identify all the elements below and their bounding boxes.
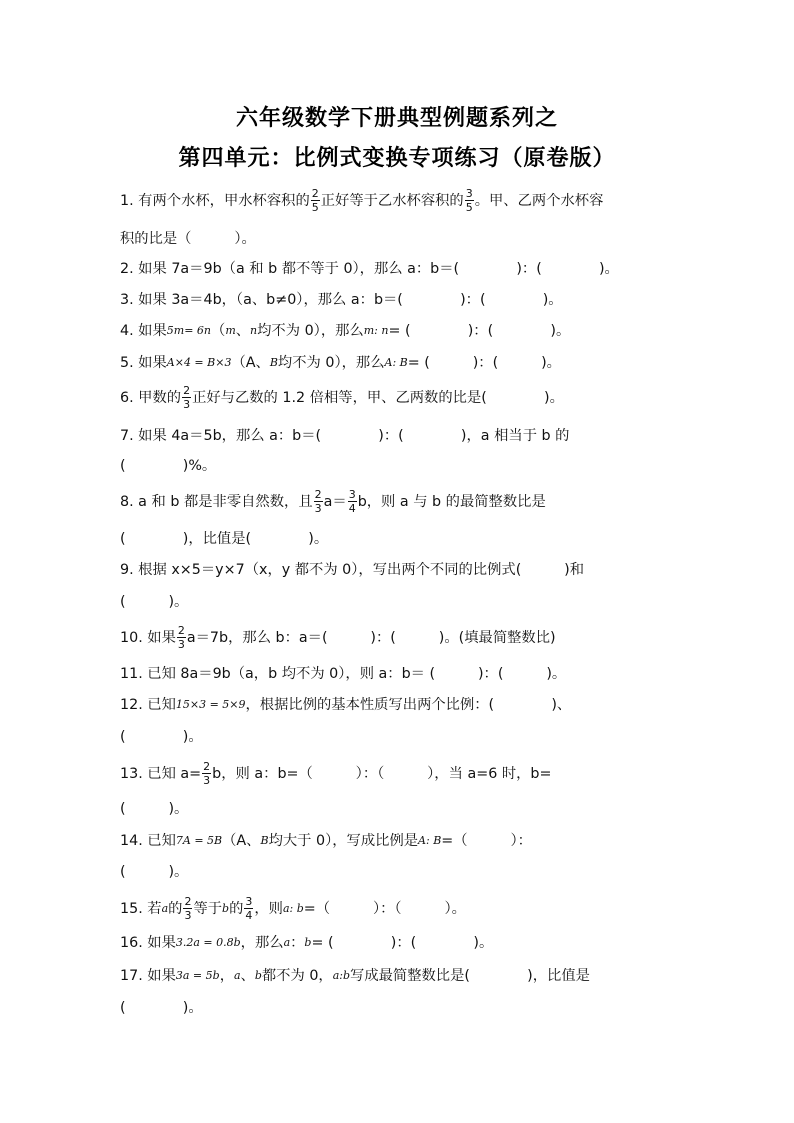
question-14: [120, 829, 532, 853]
q8-text-b: a＝: [323, 494, 347, 510]
question-15: [120, 894, 466, 922]
fraction-denominator: 3: [177, 637, 185, 651]
q4-math-n: n: [250, 324, 258, 337]
question-10: [120, 623, 556, 651]
q14-math-ratio: A: B: [418, 834, 442, 847]
q5-text-d: = ( )：( )。: [407, 355, 561, 371]
q15-text-g: =（ ）：（ ）。: [303, 901, 466, 917]
fraction-numerator: 3: [245, 894, 253, 908]
q1-text-c: 。甲、乙两个水杯容: [474, 193, 604, 209]
q14-text-b: （A、: [222, 833, 261, 849]
q15-math-a: a: [161, 902, 169, 915]
q13-text-b: b，则 a：b=（ ）：（ ），当 a=6 时，b=: [212, 766, 552, 782]
q16-math-b: b: [304, 936, 312, 949]
fraction-denominator: 5: [465, 200, 473, 214]
fraction-numerator: 2: [177, 623, 185, 637]
question-13-continued: ( )。: [120, 801, 189, 817]
q8-text-a: 8. a 和 b 都是非零自然数，且: [120, 494, 313, 510]
q8-fraction-2: [348, 489, 357, 514]
q5-math-equation: A×4 = B×3: [166, 356, 232, 369]
q17-text-d: 都不为 0，: [261, 968, 333, 984]
question-7-continued: ( )%。: [120, 458, 217, 474]
q16-text-b: ，那么: [240, 935, 284, 951]
q1-fraction-1: [311, 188, 320, 213]
q14-text-a: 14. 已知: [120, 833, 176, 849]
q1-fraction-2: [465, 188, 474, 213]
q12-math-equation: 15×3 = 5×9: [175, 698, 246, 711]
q16-text-d: = ( )：( )。: [311, 935, 494, 951]
q4-text-e: = ( )：( )。: [388, 323, 571, 339]
fraction-numerator: 2: [184, 894, 192, 908]
q15-fraction-1: [183, 896, 192, 921]
question-16: [120, 931, 493, 955]
q15-fraction-2: [244, 896, 253, 921]
q16-text-a: 16. 如果: [120, 935, 176, 951]
q10-text-a: 10. 如果: [120, 630, 176, 646]
question-8-continued: ( )，比值是( )。: [120, 531, 329, 547]
q15-text-a: 15. 若: [120, 901, 162, 917]
q17-text-c: 、: [240, 968, 255, 984]
q15-text-e: ，则: [254, 901, 283, 917]
q15-text-d: 的: [229, 901, 244, 917]
q14-math-b: B: [260, 834, 269, 847]
q13-fraction-1: [202, 761, 211, 786]
question-2: 2. 如果 7a＝9b（a 和 b 都不等于 0），那么 a：b＝( )：( )。: [120, 261, 619, 277]
q4-text-b: （: [211, 323, 226, 339]
q5-math-ratio: A: B: [384, 356, 408, 369]
q4-text-c: 、: [235, 323, 251, 339]
q8-fraction-1: [314, 489, 323, 514]
q17-math-b: b: [254, 969, 262, 982]
fraction-denominator: 3: [314, 501, 322, 515]
question-3: 3. 如果 3a＝4b，（a、b≠0），那么 a：b＝( )：( )。: [120, 292, 563, 308]
fraction-numerator: 3: [465, 186, 473, 200]
fraction-numerator: 2: [203, 759, 211, 773]
q5-math-b: B: [269, 356, 278, 369]
question-1: [120, 186, 604, 214]
fraction-numerator: 2: [311, 186, 319, 200]
q17-text-a: 17. 如果: [120, 968, 176, 984]
q5-text-c: 均不为 0），那么: [277, 355, 385, 371]
question-12: [120, 693, 571, 717]
q15-text-c: 等于: [193, 901, 223, 917]
q17-text-b: ，: [219, 968, 234, 984]
q5-text-a: 5. 如果: [120, 355, 167, 371]
q16-text-c: ：: [290, 935, 305, 951]
question-4: [120, 319, 570, 343]
question-9-continued: ( )。: [120, 594, 189, 610]
q17-text-e: 写成最简整数比是( )，比值是: [350, 968, 590, 984]
question-11: 11. 已知 8a＝9b（a，b 均不为 0），则 a：b＝ ( )：( )。: [120, 666, 567, 682]
q4-text-d: 均不为 0），那么: [257, 323, 364, 339]
q12-text-a: 12. 已知: [120, 697, 176, 713]
question-5: [120, 351, 561, 375]
fraction-numerator: 2: [314, 487, 322, 501]
q17-math-equation: 3a = 5b: [175, 969, 220, 982]
q4-math-ratio: m: n: [363, 324, 389, 337]
q13-text-a: 13. 已知 a=: [120, 766, 202, 782]
question-1-continued: 积的比是（ ）。: [120, 231, 256, 247]
q17-math-a: a: [233, 969, 241, 982]
q15-text-b: 的: [168, 901, 183, 917]
fraction-denominator: 3: [184, 908, 192, 922]
q12-text-b: ，根据比例的基本性质写出两个比例：( )、: [245, 697, 572, 713]
q15-math-b: b: [222, 902, 230, 915]
q15-math-ratio: a: b: [282, 902, 304, 915]
q6-text-b: 正好与乙数的 1.2 倍相等，甲、乙两数的比是( )。: [192, 390, 564, 406]
question-14-continued: ( )。: [120, 864, 189, 880]
fraction-denominator: 5: [311, 200, 319, 214]
question-17-continued: ( )。: [120, 1000, 203, 1016]
q1-text-a: 1. 有两个水杯，甲水杯容积的: [120, 193, 310, 209]
q4-text-a: 4. 如果: [120, 323, 167, 339]
question-17: [120, 964, 590, 988]
question-13: [120, 759, 552, 787]
q6-fraction-1: [182, 385, 191, 410]
q14-text-d: =（ ）：: [441, 833, 532, 849]
q1-text-b: 正好等于乙水杯容积的: [320, 193, 464, 209]
fraction-denominator: 4: [245, 908, 253, 922]
question-7: 7. 如果 4a＝5b，那么 a：b＝( )：( )，a 相当于 b 的: [120, 428, 570, 444]
q5-text-b: （A、: [231, 355, 270, 371]
q14-text-c: 均大于 0），写成比例是: [268, 833, 419, 849]
question-12-continued: ( )。: [120, 729, 203, 745]
q17-math-ratio: a:b: [332, 969, 351, 982]
q4-math-m: m: [225, 324, 236, 337]
fraction-denominator: 3: [183, 397, 191, 411]
question-8: [120, 487, 546, 515]
fraction-numerator: 3: [348, 487, 356, 501]
q16-math-equation: 3.2a = 0.8b: [175, 936, 241, 949]
q10-text-b: a＝7b，那么 b：a＝( )：( )。(填最简整数比): [186, 630, 556, 646]
fraction-numerator: 2: [183, 383, 191, 397]
question-9: 9. 根据 x×5＝y×7（x，y 都不为 0），写出两个不同的比例式( )和: [120, 562, 585, 578]
page-subtitle: 第四单元：比例式变换专项练习（原卷版）: [178, 146, 616, 171]
q10-fraction-1: [177, 625, 186, 650]
fraction-denominator: 3: [203, 773, 211, 787]
q14-math-equation: 7A = 5B: [175, 834, 223, 847]
fraction-denominator: 4: [348, 501, 356, 515]
q8-text-c: b，则 a 与 b 的最简整数比是: [357, 494, 546, 510]
q16-math-a: a: [283, 936, 291, 949]
page-title: 六年级数学下册典型例题系列之: [235, 106, 558, 131]
q4-math-equation: 5m= 6n: [166, 324, 212, 337]
question-6: [120, 383, 564, 411]
q6-text-a: 6. 甲数的: [120, 390, 182, 406]
